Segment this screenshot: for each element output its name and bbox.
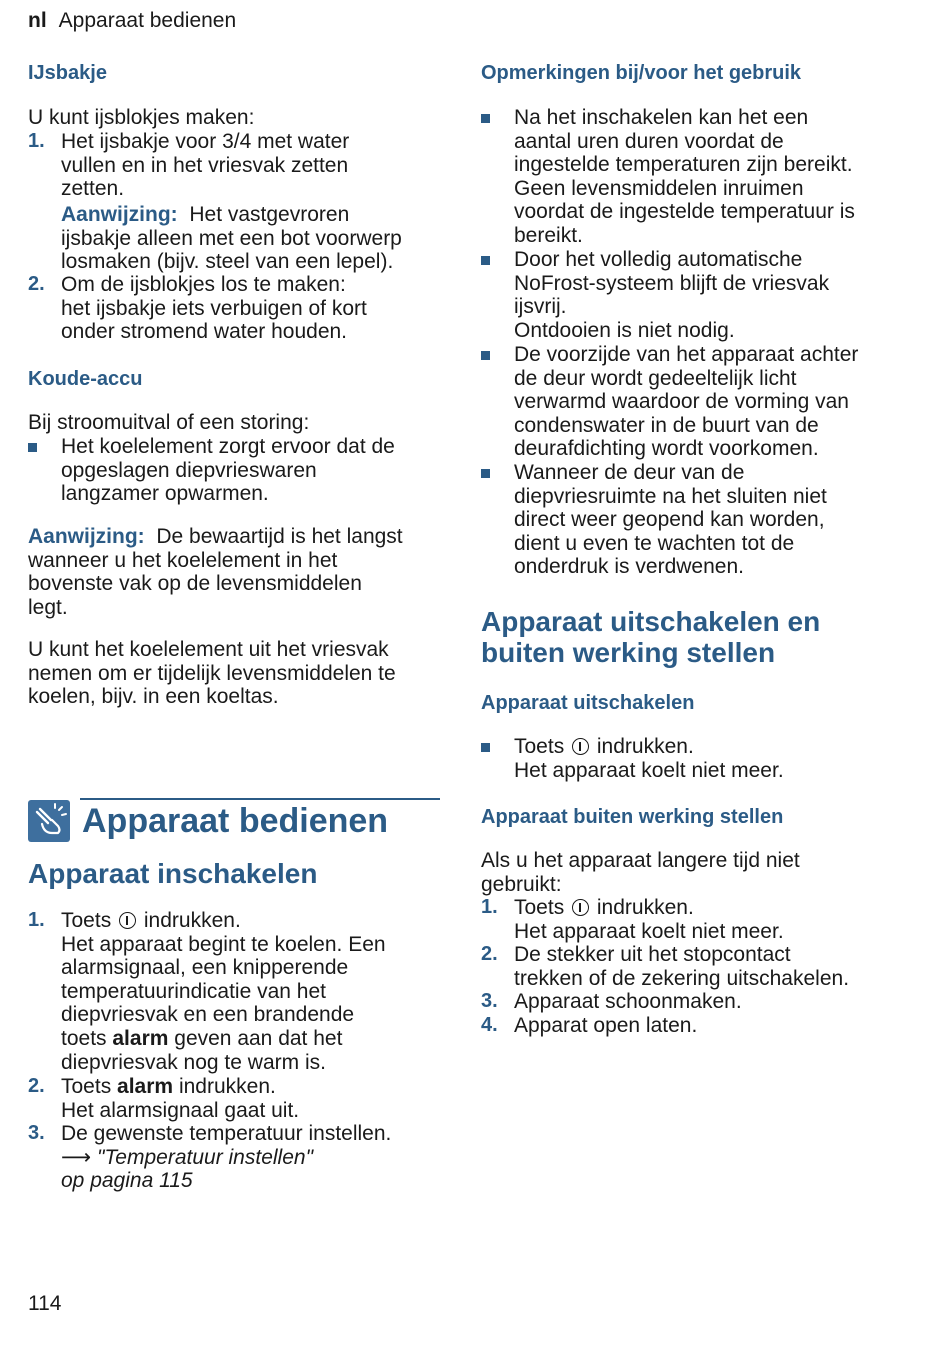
note-text: bovenste vak op de levensmiddelen <box>28 572 362 596</box>
step-text-post: indrukken. <box>143 909 241 932</box>
step-text-pre: Toets <box>514 735 565 758</box>
section-title-uitschakelen-line-2: buiten werking stellen <box>481 637 776 668</box>
step-text: vullen en in het vriesvak zetten <box>61 153 349 177</box>
step-text-post: indrukken. <box>596 735 694 758</box>
bullet-text: onderdruk is verdwenen. <box>514 555 744 579</box>
step-text-pre: Toets <box>61 909 112 932</box>
step-text: Het apparaat begint te koelen. Een <box>61 932 386 956</box>
step-text: temperatuurindicatie van het <box>61 979 326 1003</box>
step-text-geven: geven aan dat het <box>174 1027 343 1050</box>
section-heading-inschakelen: Apparaat inschakelen <box>28 858 318 889</box>
note-text: losmaken (bijv. steel van een lepel). <box>61 250 394 274</box>
koude-note <box>28 525 403 549</box>
step-text: het ijsbakje iets verbuigen of kort <box>61 296 367 320</box>
bullet-text: bereikt. <box>514 224 583 247</box>
bullet-text: de deur wordt gedeeltelijk licht <box>514 366 797 390</box>
square-bullet-icon <box>481 114 490 123</box>
cross-reference-page: op pagina 115 <box>61 1169 193 1193</box>
language-code: nl <box>28 9 47 32</box>
square-bullet-icon <box>28 443 37 452</box>
alarm-key-label: alarm <box>117 1075 174 1098</box>
bullet-text: aantal uren duren voordat de <box>514 129 784 153</box>
section-heading-buiten-werking: Apparaat buiten werking stellen <box>481 806 784 828</box>
note-text: legt. <box>28 595 68 619</box>
bullet-text: De voorzijde van het apparaat achter <box>514 343 859 366</box>
step-text: diepvriesvak en een brandende <box>61 1003 355 1027</box>
square-bullet-icon <box>481 469 490 478</box>
step-text <box>514 896 694 920</box>
step-number: 3. <box>28 1122 45 1144</box>
step-number: 1. <box>481 896 498 918</box>
step-text-post: indrukken. <box>596 896 694 919</box>
step-text <box>61 909 241 933</box>
bullet-text: NoFrost-systeem blijft de vriesvak <box>514 271 830 295</box>
ijsbakje-note <box>61 203 349 227</box>
ijsbakje-intro: U kunt ijsblokjes maken: <box>28 106 255 129</box>
note-text: wanneer u het koelelement in het <box>28 548 338 572</box>
bullet-text: Wanneer de deur van de <box>514 461 745 484</box>
section-heading-apparaat-uitschakelen: Apparaat uitschakelen <box>481 692 695 714</box>
step-text: Het apparaat koelt niet meer. <box>514 919 784 943</box>
bullet-text: verwarmd waardoor de vorming van <box>514 390 849 414</box>
operating-hand-icon <box>28 800 70 842</box>
step-text-pre: Toets <box>61 1075 112 1098</box>
power-button-icon <box>119 912 136 929</box>
note-label: Aanwijzing: <box>61 203 178 226</box>
section-heading-ijsbakje: IJsbakje <box>28 62 107 84</box>
note-label: Aanwijzing: <box>28 525 145 548</box>
page-number: 114 <box>28 1292 62 1315</box>
step-text: trekken of de zekering uitschakelen. <box>514 966 850 990</box>
note-text: Het vastgevroren <box>189 203 350 226</box>
note-text: De bewaartijd is het langst <box>156 525 403 548</box>
bullet-text: opgeslagen diepvrieswaren <box>61 458 317 482</box>
bullet-text: Het apparaat koelt niet meer. <box>514 758 784 782</box>
square-bullet-icon <box>481 256 490 265</box>
step-number: 4. <box>481 1014 498 1036</box>
bullet-text: direct weer geopend kan worden, <box>514 508 825 532</box>
alarm-key-label: alarm <box>112 1027 169 1050</box>
chapter-rule <box>80 798 440 800</box>
step-text-toets: toets <box>61 1027 107 1050</box>
section-heading-opmerkingen: Opmerkingen bij/voor het gebruik <box>481 62 802 84</box>
bullet-text <box>514 735 694 759</box>
step-text: De stekker uit het stopcontact <box>514 943 791 966</box>
step-text: Apparat open laten. <box>514 1014 698 1037</box>
bullet-text: diepvriesruimte na het sluiten niet <box>514 484 827 508</box>
step-text: zetten. <box>61 177 125 201</box>
bullet-text: Geen levensmiddelen inruimen <box>514 176 804 200</box>
koude-paragraph: koelen, bijv. in een koeltas. <box>28 685 279 709</box>
bullet-text: voordat de ingestelde temperatuur is <box>514 200 855 224</box>
power-button-icon <box>572 738 589 755</box>
bullet-text: dient u even te wachten tot de <box>514 531 795 555</box>
bullet-text: condenswater in de buurt van de <box>514 413 819 437</box>
bullet-text: Door het volledig automatische <box>514 248 803 271</box>
step-text <box>61 1075 276 1099</box>
bullet-text: ijsvrij. <box>514 295 567 319</box>
square-bullet-icon <box>481 743 490 752</box>
square-bullet-icon <box>481 351 490 360</box>
step-number: 2. <box>28 273 45 295</box>
step-text: Het ijsbakje voor 3/4 met water <box>61 130 350 153</box>
step-number: 1. <box>28 130 45 152</box>
header-title: Apparaat bedienen <box>58 9 237 32</box>
power-button-icon <box>572 899 589 916</box>
step-text: diepvriesvak nog te warm is. <box>61 1050 326 1074</box>
bullet-text: Het koelelement zorgt ervoor dat de <box>61 435 395 458</box>
section-title-uitschakelen-line-1: Apparaat uitschakelen en <box>481 606 821 637</box>
step-number: 1. <box>28 909 45 931</box>
step-number: 3. <box>481 990 498 1012</box>
step-text-pre: Toets <box>514 896 565 919</box>
cross-reference-link[interactable]: ⟶ "Temperatuur instellen" <box>61 1145 314 1169</box>
buiten-intro: Als u het apparaat langere tijd niet <box>481 849 800 872</box>
step-text <box>61 1027 342 1051</box>
bullet-text: ingestelde temperaturen zijn bereikt. <box>514 153 853 177</box>
step-text: De gewenste temperatuur instellen. <box>61 1122 392 1145</box>
koude-paragraph: U kunt het koelelement uit het vriesvak <box>28 638 389 661</box>
page-header <box>28 9 236 33</box>
note-text: ijsbakje alleen met een bot voorwerp <box>61 226 402 250</box>
bullet-text: deurafdichting wordt voorkomen. <box>514 437 819 461</box>
bullet-text: Na het inschakelen kan het een <box>514 106 809 129</box>
step-number: 2. <box>481 943 498 965</box>
step-text: onder stromend water houden. <box>61 320 348 344</box>
bullet-text: Ontdooien is niet nodig. <box>514 318 735 342</box>
buiten-intro: gebruikt: <box>481 872 562 896</box>
step-text: Het alarmsignaal gaat uit. <box>61 1098 300 1122</box>
step-text: Apparaat schoonmaken. <box>514 990 742 1013</box>
step-text-post: indrukken. <box>178 1075 276 1098</box>
step-text: alarmsignaal, een knipperende <box>61 956 349 980</box>
step-text: Om de ijsblokjes los te maken: <box>61 273 346 296</box>
koude-intro: Bij stroomuitval of een storing: <box>28 411 310 434</box>
bullet-text: langzamer opwarmen. <box>61 482 269 506</box>
step-number: 2. <box>28 1075 45 1097</box>
koude-paragraph: nemen om er tijdelijk levensmiddelen te <box>28 661 396 685</box>
chapter-title: Apparaat bedienen <box>82 802 389 840</box>
section-heading-koude-accu: Koude-accu <box>28 368 143 390</box>
